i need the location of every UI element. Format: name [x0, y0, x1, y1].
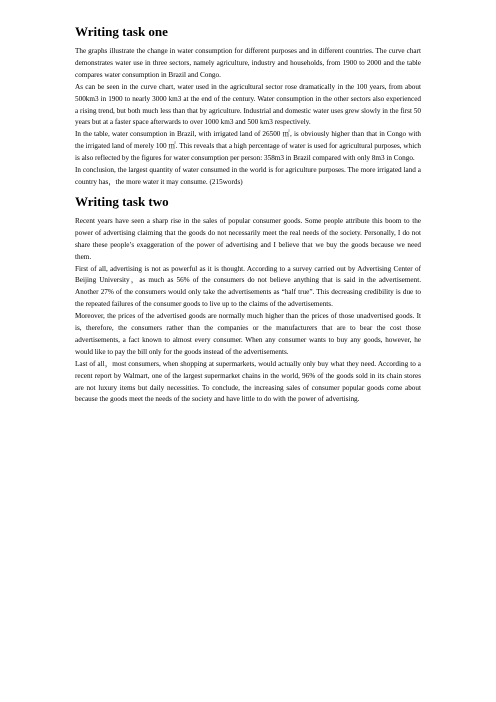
task-two-paragraph-1: Recent years have seen a sharp rise in the sales of popular consumer goods. Some people attribute this boom to the power of advertising claiming that the goods do not necessarily meet the real needs of the society. Personally, I do not share these people’s exaggeration of the power of advertising and I believe that we buy the goods because we need them.	[75, 216, 421, 261]
task-two-paragraph-4: Last of all，most consumers, when shopping at supermarkets, would actually only buy what they need. According to a recent report by Walmart, one of the largest supermarket chains in the world, 96% of the goods sold in its chain stores are not luxury items but daily necessities. To conclude, the increasing sales of consumer popular goods come about because the goods meet the needs of the society and have little to do with the power of advertising.	[75, 359, 421, 404]
task-two-section	[75, 194, 421, 407]
task-two-paragraph-2: First of all, advertising is not as powerful as it is thought. According to a survey carried out by Advertising Center of Beijing University，as much as 56% of the consumers do not believe anything that is said in the advertisement. Another 27% of the consumers would only take the advertisements as “half true”. This decreasing credibility is due to the repeated failures of the consumer goods to live up to the claims of the advertisements.	[75, 264, 421, 309]
task-two-heading: Writing task two	[75, 193, 169, 209]
task-one-heading: Writing task one	[75, 24, 168, 39]
task-two-paragraph-3: Moreover, the prices of the advertised goods are normally much higher than the prices of those unadvertised goods. It is, therefore, the consumers rather than the companies or the manufacturers that are to bear the cost those advertisements, a fact known to almost every consumer. When any consumer wants to buy any goods, however, he would like to pay the bill only for the goods instead of the advertisements.	[75, 312, 421, 356]
task-one-paragraph-2: As can be seen in the curve chart, water used in the agricultural sector rose dramatically in the 100 years, from about 500km3 in 1900 to nearly 3000 km3 at the end of the century. Water consumption in the other sectors also experienced a rising trend, but both much less than that by agriculture. Industrial and domestic water uses grew slowly in the first 50 years but at a faster space afterwards to over 1000 km3 and 500 km3 respectively.	[75, 82, 421, 127]
task-one-section	[75, 24, 421, 189]
task-one-paragraph-4: In conclusion, the largest quantity of water consumed in the world is for agriculture purposes. The more irrigated land a country has，the more water it may consume. (215words)	[75, 166, 421, 186]
task-one-paragraph-1: The graphs illustrate the change in water consumption for different purposes and in different countries. The curve chart demonstrates water use in three sectors, namely agriculture, industry and households, from 1900 to 2000 and the table compares water consumption in Brazil and Congo.	[75, 47, 421, 79]
task-one-paragraph-3: In the table, water consumption in Brazil, with irrigated land of 26500 ㎡, is obviously higher than that in Congo with the irrigated land of merely 100 ㎡. This reveals that a high percentage of water is used for agricultural purposes, which is also reflected by the figures for water consumption per person: 358m3 in Brazil compared with only 8m3 in Congo.	[75, 130, 421, 163]
